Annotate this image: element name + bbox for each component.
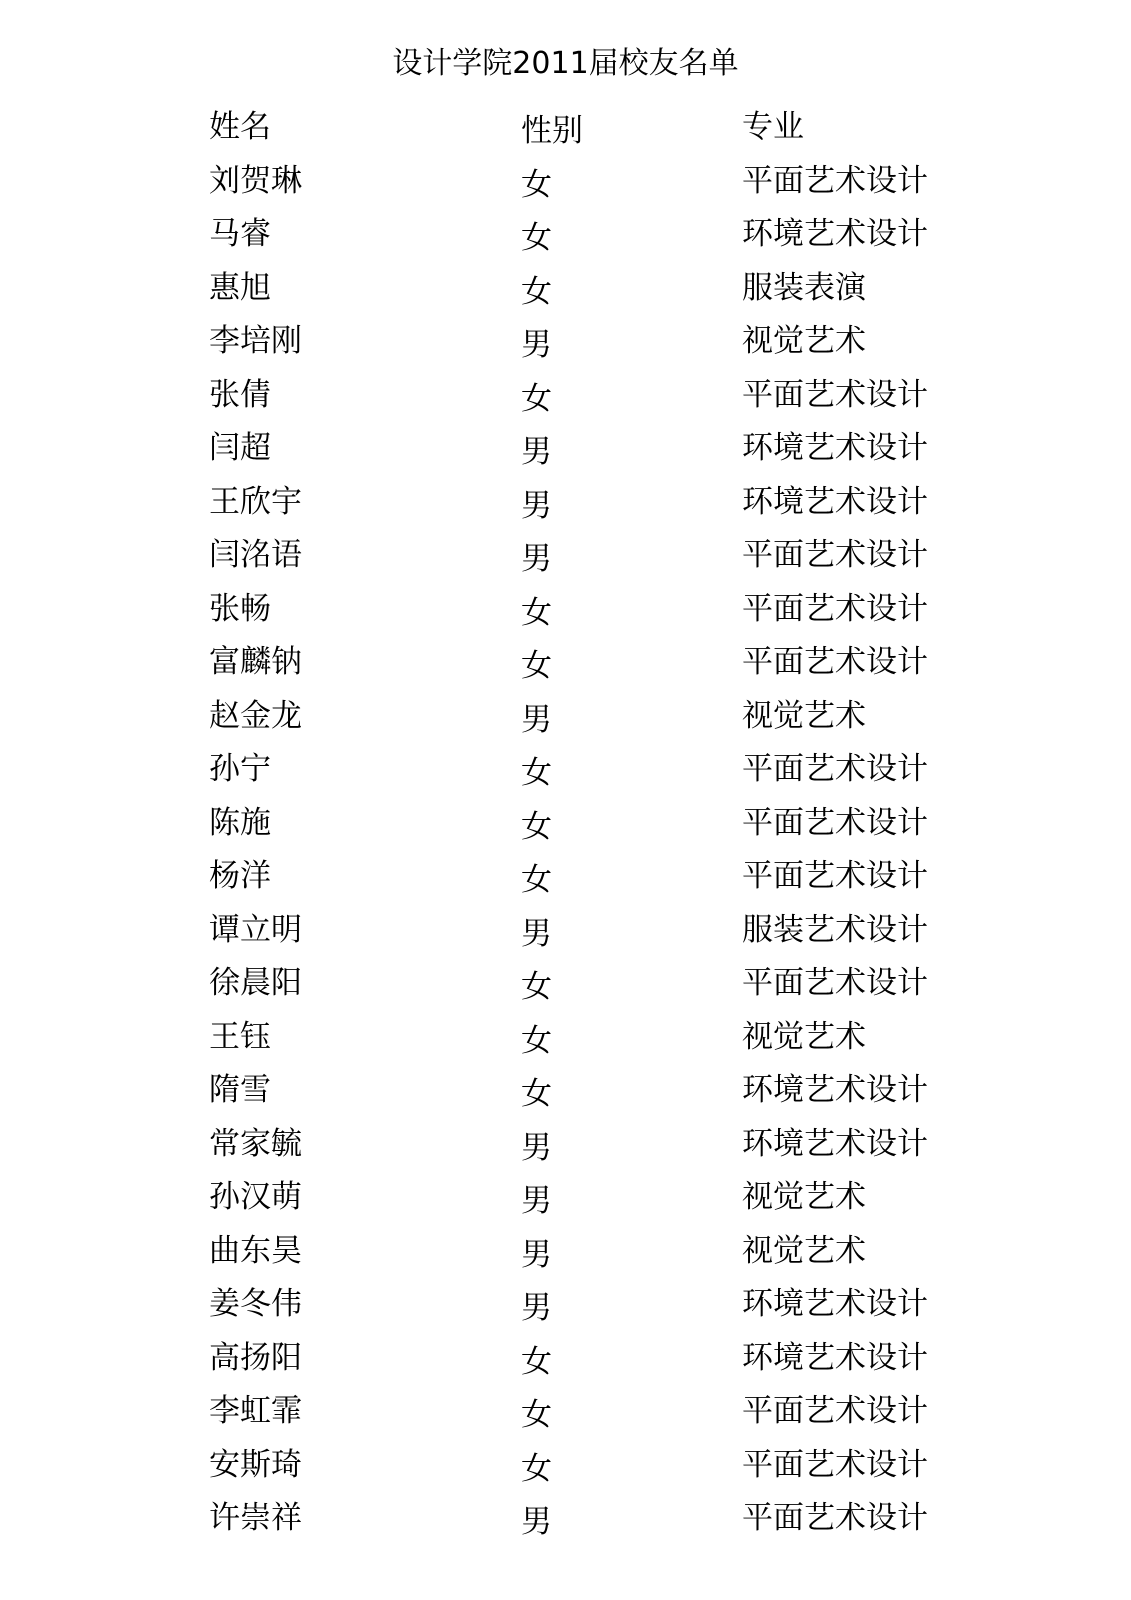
cell-name: 富麟钠 [209,644,302,680]
table-row [0,587,1131,641]
table-row [0,1389,1131,1443]
cell-name: 王钰 [209,1018,271,1055]
cell-gender: 男 [521,434,552,470]
table-row [0,854,1131,908]
cell-major: 平面艺术设计 [742,965,928,1001]
cell-name: 安斯琦 [209,1446,302,1483]
cell-major: 环境艺术设计 [742,430,928,466]
cell-name: 闫超 [209,430,271,466]
table-row [0,801,1131,855]
cell-major: 视觉艺术 [742,1179,866,1215]
alumni-table [0,105,1131,1550]
table-row [0,480,1131,534]
cell-name: 王欣宇 [209,483,302,520]
cell-major: 环境艺术设计 [742,1339,928,1376]
cell-gender: 男 [521,1290,552,1326]
cell-gender: 女 [521,594,552,631]
cell-name: 许崇祥 [209,1500,302,1536]
cell-gender: 男 [521,327,552,363]
cell-name: 徐晨阳 [209,965,302,1001]
cell-major: 平面艺术设计 [742,162,928,199]
cell-gender: 女 [521,755,552,791]
cell-name: 姜冬伟 [209,1286,302,1322]
cell-major: 平面艺术设计 [742,1393,928,1429]
cell-major: 平面艺术设计 [742,1500,928,1536]
cell-gender: 男 [521,541,552,577]
table-row [0,212,1131,266]
cell-major: 平面艺术设计 [742,858,928,894]
cell-gender: 女 [521,1022,552,1059]
cell-major: 环境艺术设计 [742,216,928,252]
table-row [0,1496,1131,1550]
cell-name: 马睿 [209,216,271,252]
table-row [0,747,1131,801]
table-row [0,426,1131,480]
table-body [0,159,1131,1550]
cell-major: 平面艺术设计 [742,376,928,413]
table-row [0,1068,1131,1122]
table-row [0,1175,1131,1229]
cell-gender: 女 [521,1450,552,1487]
table-row [0,159,1131,213]
cell-major: 环境艺术设计 [742,483,928,520]
table-row [0,373,1131,427]
cell-major: 平面艺术设计 [742,804,928,841]
cell-gender: 女 [521,808,552,845]
table-row [0,694,1131,748]
table-row [0,1443,1131,1497]
table-row [0,319,1131,373]
cell-gender: 女 [521,1397,552,1433]
cell-gender: 男 [521,1183,552,1219]
cell-major: 平面艺术设计 [742,751,928,787]
table-row [0,533,1131,587]
cell-name: 刘贺琳 [209,162,302,199]
cell-gender: 女 [521,1076,552,1112]
header-gender: 性别 [521,113,583,149]
cell-gender: 男 [521,1504,552,1540]
cell-major: 视觉艺术 [742,323,866,359]
cell-name: 常家毓 [209,1125,302,1162]
cell-name: 隋雪 [209,1072,271,1108]
table-row [0,1282,1131,1336]
cell-gender: 女 [521,166,552,203]
table-row [0,961,1131,1015]
cell-gender: 女 [521,648,552,684]
cell-name: 高扬阳 [209,1339,302,1376]
cell-gender: 女 [521,1343,552,1380]
cell-major: 视觉艺术 [742,697,866,734]
cell-major: 环境艺术设计 [742,1072,928,1108]
header-name: 姓名 [209,109,271,145]
cell-name: 赵金龙 [209,697,302,734]
cell-name: 李虹霏 [209,1393,302,1429]
document-title: 设计学院2011届校友名单 [392,46,739,81]
cell-gender: 男 [521,487,552,524]
cell-major: 服装表演 [742,269,866,306]
cell-gender: 男 [521,915,552,952]
header-major: 专业 [742,109,804,145]
table-row [0,640,1131,694]
cell-name: 闫洺语 [209,537,302,573]
cell-gender: 女 [521,220,552,256]
cell-major: 平面艺术设计 [742,537,928,573]
cell-name: 李培刚 [209,323,302,359]
cell-major: 视觉艺术 [742,1018,866,1055]
cell-gender: 男 [521,1129,552,1166]
table-row [0,1015,1131,1069]
table-header-row [0,105,1131,159]
cell-name: 曲东昊 [209,1232,302,1269]
cell-name: 谭立明 [209,911,302,948]
cell-major: 环境艺术设计 [742,1286,928,1322]
table-row [0,1229,1131,1283]
cell-name: 张倩 [209,376,271,413]
cell-name: 孙宁 [209,751,271,787]
cell-major: 平面艺术设计 [742,1446,928,1483]
cell-major: 视觉艺术 [742,1232,866,1269]
table-row [0,908,1131,962]
cell-name: 陈施 [209,804,271,841]
cell-gender: 女 [521,862,552,898]
cell-gender: 男 [521,701,552,738]
cell-gender: 女 [521,969,552,1005]
cell-name: 张畅 [209,590,271,627]
cell-major: 平面艺术设计 [742,590,928,627]
cell-gender: 男 [521,1236,552,1273]
table-row [0,1122,1131,1176]
cell-name: 孙汉萌 [209,1179,302,1215]
table-row [0,1336,1131,1390]
cell-major: 服装艺术设计 [742,911,928,948]
cell-gender: 女 [521,380,552,417]
cell-major: 平面艺术设计 [742,644,928,680]
cell-name: 惠旭 [209,269,271,306]
table-row [0,266,1131,320]
cell-gender: 女 [521,273,552,310]
cell-name: 杨洋 [209,858,271,894]
cell-major: 环境艺术设计 [742,1125,928,1162]
